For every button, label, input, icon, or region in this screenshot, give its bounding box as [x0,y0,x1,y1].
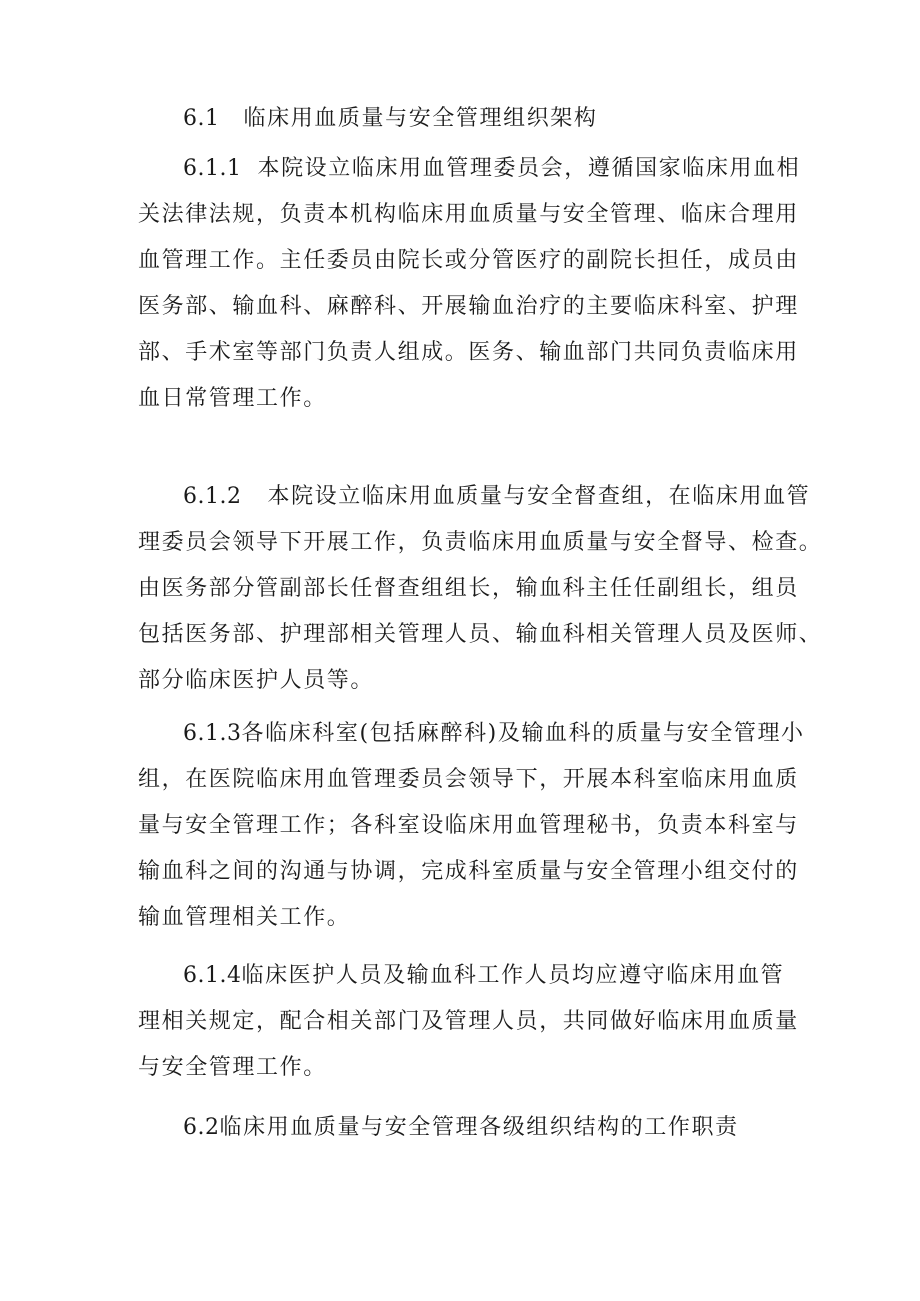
paragraph-line: 部分临床医护人员等。 [138,668,375,693]
paragraph-line: 关法律法规，负责本机构临床用血质量与安全管理、临床合理用 [138,202,799,227]
section-number: 6.2 [183,1115,220,1140]
paragraph-line: 由医务部分管副部长任督查组组长，输血科主任任副组长，组员 [138,576,799,601]
section-number: 6.1 [183,106,220,131]
paragraph-line: 包括医务部、护理部相关管理人员、输血科相关管理人员及医师、 [138,622,823,647]
paragraph-line: 部、手术室等部门负责人组成。医务、输血部门共同负责临床用 [138,340,799,365]
paragraph-line: 本院设立临床用血管理委员会，遵循国家临床用血相 [257,156,801,181]
paragraph-line: 临床医护人员及输血科工作人员均应遵守临床用血管 [241,963,785,988]
paragraph-number: 6.1.1 [183,156,242,181]
section-heading-6-1 [138,96,794,142]
paragraph-number: 6.1.3 [183,721,242,746]
paragraph-line: 本院设立临床用血质量与安全督查组，在临床用血管 [267,484,811,509]
paragraph-line: 组，在医院临床用血管理委员会领导下，开展本科室临床用血质 [138,767,799,792]
paragraph-6-1-2 [138,474,823,704]
paragraph-line: 与安全管理工作。 [138,1055,327,1080]
section-title: 临床用血质量与安全管理组织架构 [243,106,598,131]
paragraph-line: 输血科之间的沟通与协调，完成科室质量与安全管理小组交付的 [138,859,799,884]
paragraph-line: 输血管理相关工作。 [138,905,351,930]
paragraph-line: 血管理工作。主任委员由院长或分管医疗的副院长担任，成员由 [138,248,799,273]
paragraph-6-1-4 [138,953,799,1091]
section-title: 临床用血质量与安全管理各级组织结构的工作职责 [219,1115,739,1140]
paragraph-line: 各临床科室(包括麻醉科)及输血科的质量与安全管理小 [241,721,805,746]
paragraph-6-1-3 [138,711,805,941]
paragraph-6-1-1 [138,146,801,422]
section-heading-6-2 [138,1105,794,1151]
paragraph-number: 6.1.2 [183,484,242,509]
paragraph-line: 医务部、输血科、麻醉科、开展输血治疗的主要临床科室、护理 [138,294,799,319]
paragraph-line: 血日常管理工作。 [138,386,327,411]
paragraph-line: 理相关规定，配合相关部门及管理人员，共同做好临床用血质量 [138,1009,799,1034]
paragraph-number: 6.1.4 [183,963,242,988]
paragraph-line: 理委员会领导下开展工作，负责临床用血质量与安全督导、检查。 [138,530,823,555]
paragraph-line: 量与安全管理工作；各科室设临床用血管理秘书，负责本科室与 [138,813,799,838]
